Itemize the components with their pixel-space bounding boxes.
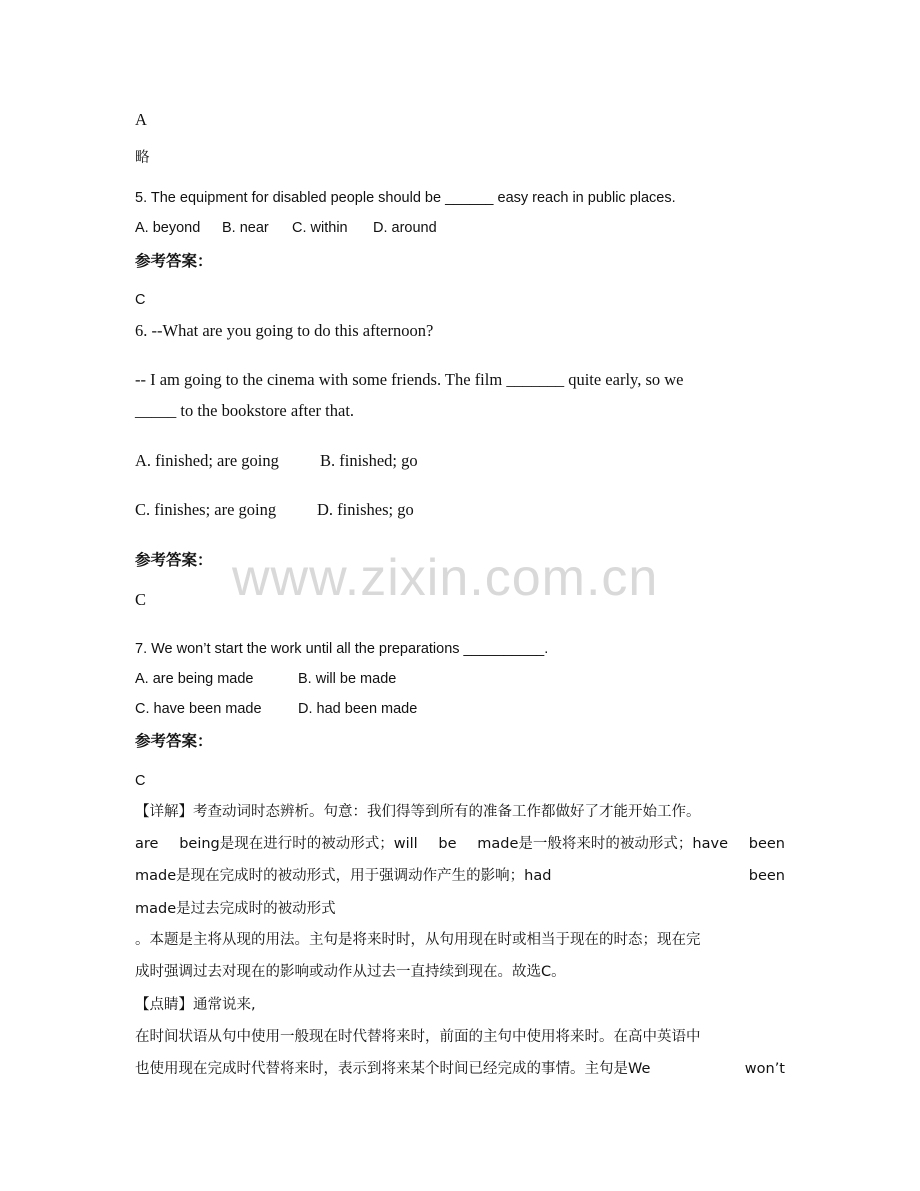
explanation-line3 — [135, 869, 785, 884]
prev-answer: A — [135, 110, 147, 129]
q7-options-row1 — [135, 672, 396, 687]
q7-option-b: B. will be made — [298, 671, 397, 687]
explanation-line2 — [135, 837, 785, 852]
q7-option-d: D. had been made — [298, 701, 418, 717]
explanation-line2-w3: be — [438, 836, 457, 852]
q5-answer-label: 参考答案： — [135, 252, 213, 270]
explanation-line6: 成时强调过去对现在的影响或动作从过去一直持续到现在。故选C。 — [135, 964, 566, 980]
q6-option-a: A. finished; are going — [135, 451, 279, 470]
explanation-line7: 【点睛】通常说来, — [135, 997, 256, 1013]
explanation-line8: 在时间状语从句中使用一般现在时代替将来时，前面的主句中使用将来时。在高中英语中 — [135, 1029, 701, 1045]
explanation-line5: 。本题是主将从现的用法。主句是将来时时，从句用现在时或相当于现在的时态；现在完 — [135, 932, 701, 948]
explanation-line2-w1: are — [135, 836, 159, 852]
explanation-line3-w1: made是现在完成时的被动形式，用于强调动作产生的影响；had — [135, 868, 552, 884]
q7-option-c: C. have been made — [135, 701, 262, 717]
prev-note: 略 — [135, 150, 150, 166]
q5-options — [135, 221, 437, 236]
explanation-line2-w5: been — [748, 836, 785, 852]
explanation-line1: 【详解】考查动词时态辨析。句意：我们得等到所有的准备工作都做好了才能开始工作。 — [135, 804, 701, 820]
q5-answer: C — [135, 292, 146, 308]
explanation-line9-w1: 也使用现在完成时代替将来时，表示到将来某个时间已经完成的事情。主句是We — [135, 1061, 651, 1077]
q6-stem-line1: 6. --What are you going to do this afternoon? — [135, 321, 434, 340]
q6-answer: C — [135, 590, 147, 609]
q5-stem: 5. The equipment for disabled people should be ______ easy reach in public places. — [135, 190, 676, 206]
q6-stem-line3: _____ to the bookstore after that. — [135, 401, 355, 420]
q6-answer-label: 参考答案： — [135, 551, 213, 569]
explanation-line2-w2: being是现在进行时的被动形式；will — [179, 836, 418, 852]
explanation-line2-w4: made是一般将来时的被动形式；have — [477, 836, 728, 852]
watermark: www.zixin.com.cn — [232, 549, 659, 607]
q6-option-c: C. finishes; are going — [135, 500, 277, 519]
q7-stem: 7. We won’t start the work until all the preparations __________. — [135, 641, 549, 657]
explanation-line4: made是过去完成时的被动形式 — [135, 901, 336, 917]
explanation-line9 — [135, 1062, 785, 1077]
q7-answer: C — [135, 773, 146, 789]
explanation-line9-w2: won’t — [744, 1061, 785, 1077]
q6-options-row1 — [135, 453, 418, 470]
q5-option-b: B. near — [222, 220, 269, 236]
q6-option-d: D. finishes; go — [317, 500, 414, 519]
q7-options-row2 — [135, 702, 417, 717]
explanation-line3-w2: been — [748, 868, 785, 884]
q5-option-a: A. beyond — [135, 220, 201, 236]
q7-answer-label: 参考答案： — [135, 732, 213, 750]
q7-option-a: A. are being made — [135, 671, 254, 687]
q6-option-b: B. finished; go — [320, 451, 418, 470]
q6-stem-line2: -- I am going to the cinema with some friends. The film _______ quite early, so we — [135, 370, 684, 389]
q5-option-c: C. within — [292, 220, 348, 236]
q5-option-d: D. around — [373, 220, 437, 236]
q6-options-row2 — [135, 502, 414, 519]
